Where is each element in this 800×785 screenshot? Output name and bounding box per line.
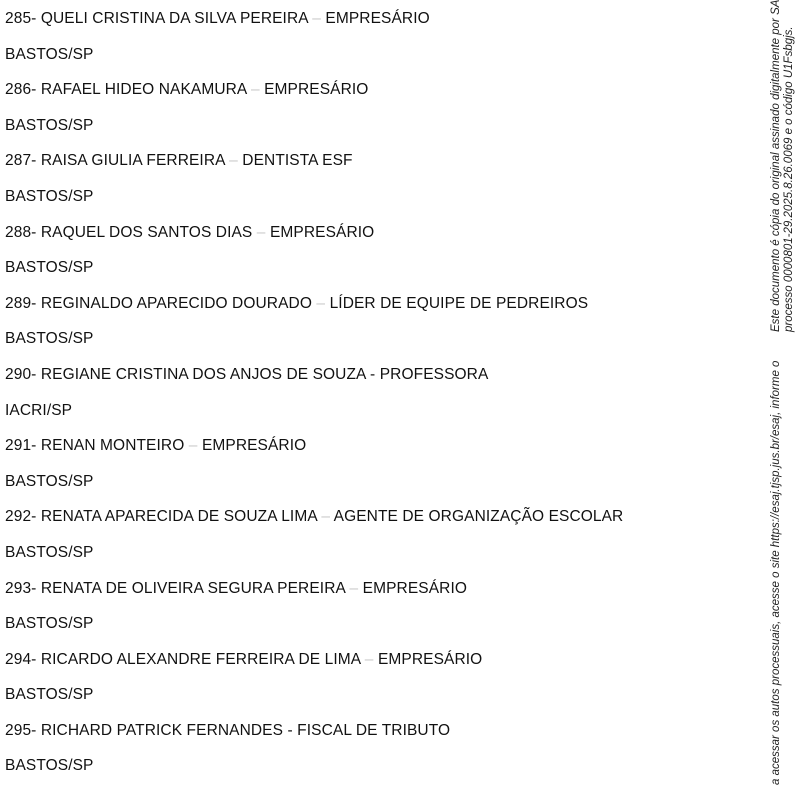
entry-number: 289-	[5, 294, 37, 312]
entry-number: 291-	[5, 437, 37, 455]
entry-name-line	[5, 143, 745, 179]
entry-city: BASTOS/SP	[5, 686, 94, 704]
entry-number: 294-	[5, 650, 37, 668]
entry-occupation: FISCAL DE TRIBUTO	[297, 721, 451, 739]
entry-name-line	[5, 642, 745, 678]
entry-number: 286-	[5, 81, 37, 99]
entry-name: RENATA APARECIDA DE SOUZA LIMA	[40, 508, 317, 526]
entry-city: BASTOS/SP	[5, 259, 94, 277]
entry-name-line	[5, 571, 745, 607]
entry-separator: -	[287, 721, 293, 739]
entry-name-line	[5, 428, 745, 464]
entry-separator: –	[256, 223, 266, 241]
entry-number: 285-	[5, 10, 37, 27]
entry-name-line	[5, 72, 745, 108]
entry-number: 292-	[5, 508, 37, 526]
entry-occupation: AGENTE DE ORGANIZAÇÃO ESCOLAR	[333, 508, 624, 526]
entry-name-line	[5, 286, 745, 322]
entry-separator: –	[321, 508, 331, 526]
entry-number: 287-	[5, 152, 37, 170]
entry-city: BASTOS/SP	[5, 45, 94, 63]
entry-name-line	[5, 1, 745, 37]
entry-occupation: EMPRESÁRIO	[269, 223, 375, 241]
entry-separator: –	[250, 81, 260, 99]
entry-separator: –	[188, 437, 198, 455]
entry-occupation: EMPRESÁRIO	[325, 10, 430, 27]
entry-separator: –	[349, 579, 359, 597]
entry-name-line	[5, 499, 745, 535]
document-body	[5, 0, 745, 784]
entry-name-line	[5, 713, 745, 749]
entry-name: RICHARD PATRICK FERNANDES	[40, 721, 284, 739]
entry-occupation: EMPRESÁRIO	[362, 579, 468, 597]
entry-city: BASTOS/SP	[5, 187, 94, 205]
entry-number: 290-	[5, 365, 37, 383]
entry-occupation: LÍDER DE EQUIPE DE PEDREIROS	[329, 294, 589, 312]
entry-city: IACRI/SP	[5, 401, 73, 419]
entry-name: REGIANE CRISTINA DOS ANJOS DE SOUZA	[40, 365, 366, 383]
entry-city: BASTOS/SP	[5, 116, 94, 134]
entry-name: RAQUEL DOS SANTOS DIAS	[40, 223, 253, 241]
entry-name-line	[5, 357, 745, 393]
entry-name: RENAN MONTEIRO	[40, 437, 185, 455]
entry-city: BASTOS/SP	[5, 757, 94, 775]
entry-name: QUELI CRISTINA DA SILVA PEREIRA	[40, 10, 308, 27]
entry-separator: -	[370, 365, 376, 383]
entry-occupation: PROFESSORA	[379, 365, 489, 383]
entry-name: RAISA GIULIA FERREIRA	[40, 152, 225, 170]
entry-occupation: EMPRESÁRIO	[201, 437, 307, 455]
entry-number: 288-	[5, 223, 37, 241]
entry-city: BASTOS/SP	[5, 615, 94, 633]
side-notice-line-3: a acessar os autos processuais, acesse o site https://esaj.tjsp.jus.br/esaj, informe o	[770, 360, 782, 785]
entry-occupation: EMPRESÁRIO	[264, 81, 369, 99]
side-notice-line-2: processo 0000801-29.2025.8.26.0069 e o código U1Fsbgjs.	[783, 26, 795, 332]
entry-city: BASTOS/SP	[5, 543, 94, 561]
entry-occupation: DENTISTA ESF	[242, 152, 353, 170]
entry-name: RENATA DE OLIVEIRA SEGURA PEREIRA	[40, 579, 346, 597]
entry-number: 293-	[5, 579, 37, 597]
entry-number: 295-	[5, 721, 37, 739]
entry-separator: –	[364, 650, 374, 668]
entry-separator: –	[229, 152, 238, 170]
entry-name: RICARDO ALEXANDRE FERREIRA DE LIMA	[40, 650, 361, 668]
entry-name: RAFAEL HIDEO NAKAMURA	[40, 81, 247, 99]
entry-name-line	[5, 215, 745, 251]
entry-city: BASTOS/SP	[5, 330, 94, 348]
side-notice-line-1: Este documento é cópia do original assinado digitalmente por SA	[770, 0, 782, 332]
entry-occupation: EMPRESÁRIO	[377, 650, 483, 668]
entry-city: BASTOS/SP	[5, 472, 94, 490]
entry-separator: –	[316, 294, 326, 312]
entry-name: REGINALDO APARECIDO DOURADO	[40, 294, 312, 312]
entry-separator: –	[312, 10, 321, 27]
